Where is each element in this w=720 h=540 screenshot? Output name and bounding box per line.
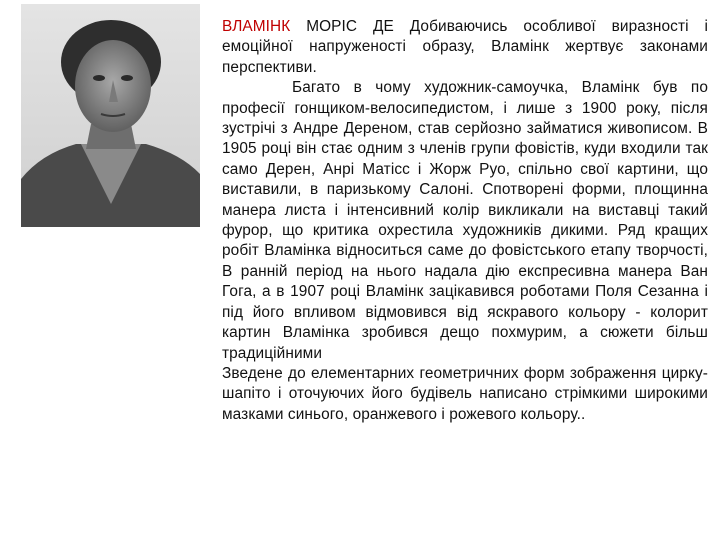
article-text [222,17,708,425]
intro-paragraph [222,17,708,78]
biography-paragraph: Багато в чому художник-самоучка, Вламінк був по професії гонщиком-велосипедистом, і лише з 1900 року, після зустрічі з Андре Дереном, став серйозно займатися живописом. В 1905 році він стає одним з членів групи фовістів, куди входили так само Дерен, Анрі Матісс і Жорж Руо, спільно свої картини, що виставили, в паризькому Салоні. Спотворені форми, площинна манера листа і інтенсивний колір викликали на виставці такий фурор, що критика охрестила художників дикими. Ряд кращих робіт Вламінка відноситься саме до фовістського етапу творчості, В ранній період на нього надала дію експресивна манера Ван Гога, а в 1907 році Вламінк зацікавився роботами Поля Сезанна і під його впливом відмовився від яскравого кольору - колорит картин Вламінка зробився дещо похмурим, а сюжети більш традиційними [222,79,708,362]
portrait-photo [21,4,200,227]
intro-text: МОРІС ДЕ Добиваючись особливої виразності і емоційної напруженості образу, Вламінк жертвує законами перспективи. [222,18,708,76]
painting-description-paragraph: Зведене до елементарних геометричних форм зображення цирку-шапіто і оточуючих його будівель написано стрімкими широкими мазками синього, оранжевого і рожевого кольору.. [222,364,708,423]
artist-name: ВЛАМІНК [222,18,291,35]
